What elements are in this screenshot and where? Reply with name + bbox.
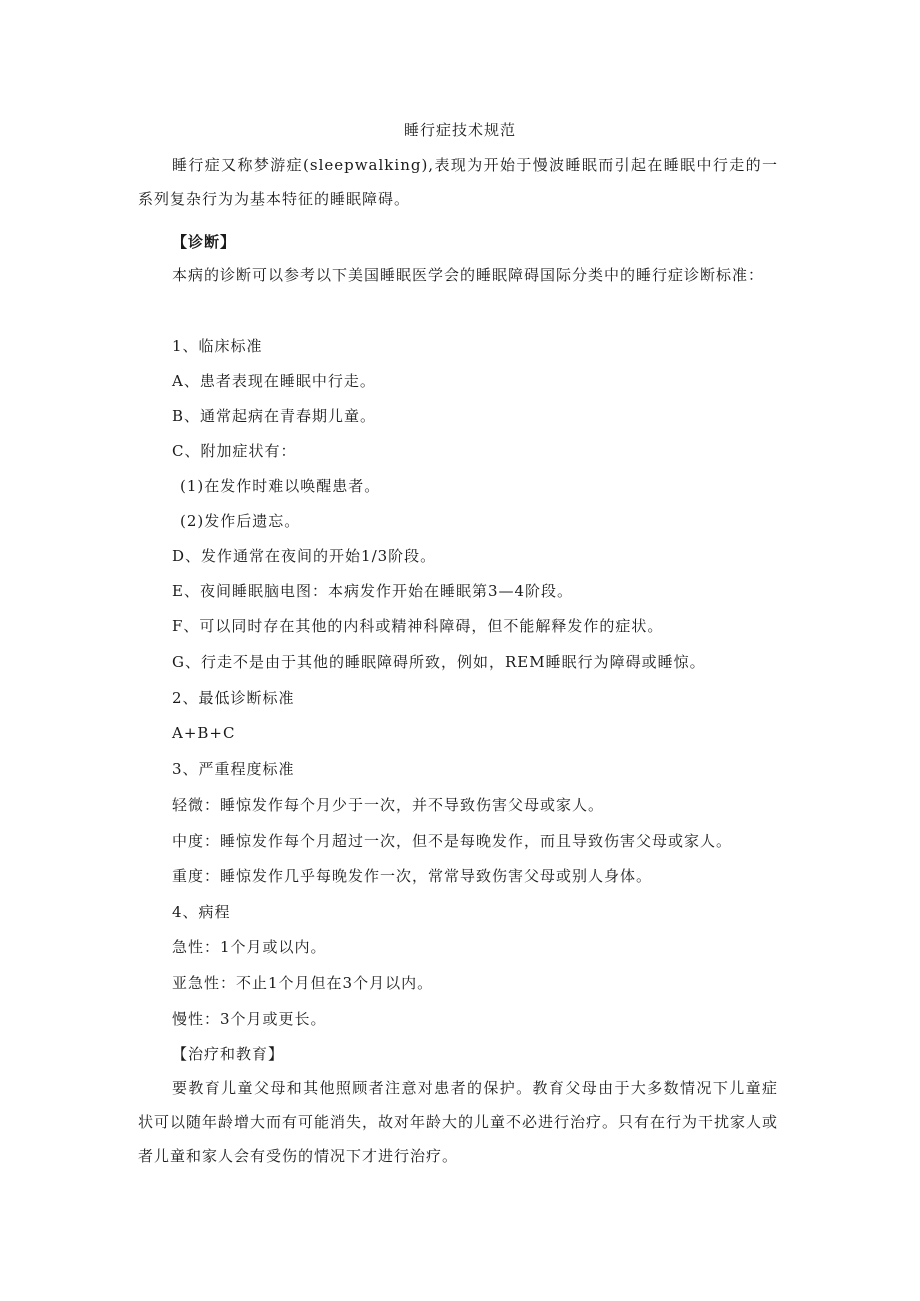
- course-title: 4、病程: [172, 903, 231, 921]
- severity-criteria-title: 3、严重程度标准: [172, 760, 295, 778]
- clinical-item-b: B、通常起病在青春期儿童。: [172, 407, 377, 425]
- treatment-heading: 【治疗和教育】: [172, 1045, 285, 1063]
- clinical-item-c-sub-2: (2)发作后遗忘。: [180, 512, 301, 530]
- treatment-paragraph: 要教育儿童父母和其他照顾者注意对患者的保护。教育父母由于大多数情况下儿童症状可以随年龄增大而有可能消失，故对年龄大的儿童不必进行治疗。只有在行为干扰家人或者儿童和家人会有受伤的情况下才进行治疗。: [138, 1079, 779, 1165]
- clinical-item-d: D、发作通常在夜间的开始1/3阶段。: [172, 547, 437, 565]
- clinical-item-c-sub-1: (1)在发作时难以唤醒患者。: [180, 477, 381, 495]
- clinical-item-c: C、附加症状有：: [172, 442, 297, 460]
- diagnosis-heading: 【诊断】: [172, 233, 237, 251]
- clinical-item-f: F、可以同时存在其他的内科或精神科障碍，但不能解释发作的症状。: [172, 617, 664, 635]
- clinical-criteria-title: 1、临床标准: [172, 337, 263, 355]
- intro-paragraph: 睡行症又称梦游症(sleepwalking),表现为开始于慢波睡眠而引起在睡眠中行走的一系列复杂行为为基本特征的睡眠障碍。: [138, 156, 778, 208]
- clinical-item-g: G、行走不是由于其他的睡眠障碍所致，例如，REM睡眠行为障碍或睡惊。: [172, 653, 706, 671]
- document-title: 睡行症技术规范: [403, 121, 516, 139]
- diagnosis-intro-paragraph: 本病的诊断可以参考以下美国睡眠医学会的睡眠障碍国际分类中的睡行症诊断标准：: [172, 266, 765, 284]
- clinical-item-e: E、夜间睡眠脑电图：本病发作开始在睡眠第3—4阶段。: [172, 582, 574, 600]
- severity-item-severe: 重度：睡惊发作几乎每晚发作一次，常常导致伤害父母或别人身体。: [172, 867, 653, 885]
- course-item-acute: 急性：1个月或以内。: [172, 938, 327, 956]
- severity-item-moderate: 中度：睡惊发作每个月超过一次，但不是每晚发作，而且导致伤害父母或家人。: [172, 832, 733, 850]
- min-criteria-value: A+B+C: [172, 724, 236, 742]
- course-item-subacute: 亚急性：不止1个月但在3个月以内。: [172, 974, 434, 992]
- min-criteria-title: 2、最低诊断标准: [172, 689, 295, 707]
- severity-item-mild: 轻微：睡惊发作每个月少于一次，并不导致伤害父母或家人。: [172, 796, 605, 814]
- course-item-chronic: 慢性：3个月或更长。: [172, 1010, 327, 1028]
- clinical-item-a: A、患者表现在睡眠中行走。: [172, 372, 376, 390]
